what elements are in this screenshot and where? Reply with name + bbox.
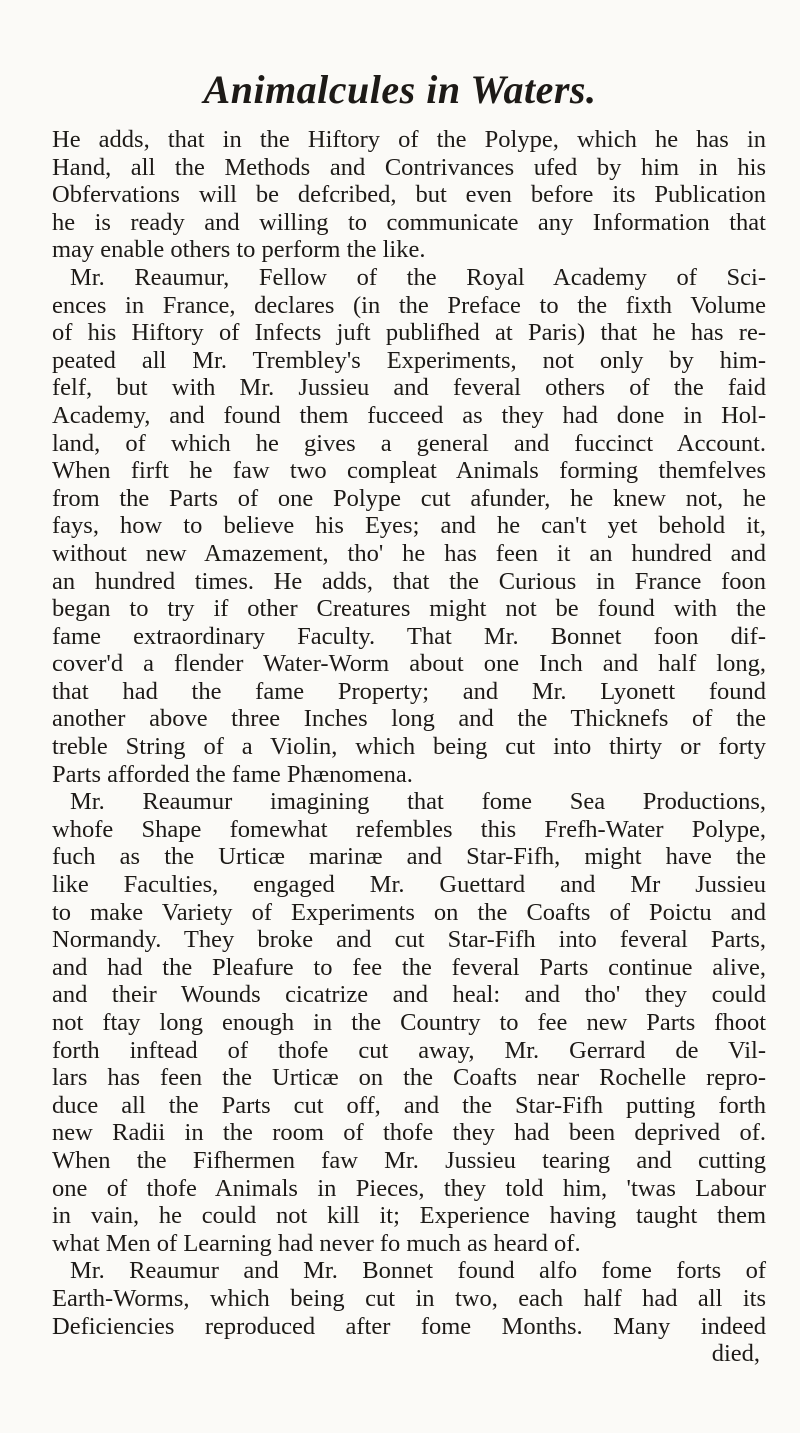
- text-line: may enable others to perform the like.: [52, 236, 426, 264]
- text-line: Earth-Worms, which being cut in two, each half had all its: [52, 1284, 766, 1312]
- text-line: without new Amazement, tho' he has feen it an hundred and: [52, 539, 766, 567]
- text-line: fays, how to believe his Eyes; and he can't yet behold it,: [52, 512, 766, 540]
- text-line: another above three Inches long and the Thicknefs of the: [52, 705, 766, 733]
- text-line: fame extraordinary Faculty. That Mr. Bonnet foon dif-: [52, 622, 766, 650]
- text-line: He adds, that in the Hiftory of the Polype, which he has in: [52, 126, 766, 153]
- text-line: he is ready and willing to communicate any Information that: [52, 208, 766, 236]
- text-line: Deficiencies reproduced after fome Months. Many indeed: [52, 1312, 766, 1340]
- text-line: Obfervations will be defcribed, but even before its Publication: [52, 181, 766, 209]
- text-line: Mr. Reaumur and Mr. Bonnet found alfo fome forts of: [70, 1257, 766, 1285]
- text-line: what Men of Learning had never fo much as heard of.: [52, 1229, 581, 1257]
- text-line: new Radii in the room of thofe they had been deprived of.: [52, 1119, 766, 1147]
- text-line: Mr. Reaumur, Fellow of the Royal Academy of Sci-: [70, 263, 766, 291]
- text-line: treble String of a Violin, which being cut into thirty or forty: [52, 733, 766, 761]
- text-line: duce all the Parts cut off, and the Star-Fifh putting forth: [52, 1091, 766, 1119]
- text-line: and their Wounds cicatrize and heal: and tho' they could: [52, 981, 766, 1009]
- running-header: Animalcules in Waters.: [203, 67, 597, 112]
- text-line: When firft he faw two compleat Animals forming themfelves: [52, 457, 766, 485]
- text-line: fuch as the Urticæ marinæ and Star-Fifh, might have the: [52, 843, 766, 871]
- catchword: died,: [711, 1340, 760, 1368]
- text-line: not ftay long enough in the Country to fee new Parts fhoot: [52, 1009, 766, 1036]
- text-line: land, of which he gives a general and fuccinct Account.: [52, 429, 766, 457]
- text-line: When the Fifhermen faw Mr. Jussieu tearing and cutting: [52, 1146, 766, 1174]
- text-line: lars has feen the Urticæ on the Coafts near Rochelle repro-: [52, 1064, 766, 1092]
- text-line: Normandy. They broke and cut Star-Fifh into feveral Parts,: [52, 926, 766, 954]
- text-line: whofe Shape fomewhat refembles this Frefh-Water Polype,: [52, 815, 766, 843]
- text-line: and had the Pleafure to fee the feveral Parts continue alive,: [52, 953, 766, 981]
- text-line: one of thofe Animals in Pieces, they told him, 'twas Labour: [52, 1174, 766, 1202]
- body-text: [52, 126, 766, 1368]
- text-line: Academy, and found them fucceed as they had done in Hol-: [52, 401, 766, 429]
- text-line: felf, but with Mr. Jussieu and feveral others of the faid: [52, 374, 766, 402]
- text-line: ences in France, declares (in the Preface to the fixth Volume: [52, 291, 766, 319]
- text-line: peated all Mr. Trembley's Experiments, not only by him-: [52, 346, 766, 374]
- text-line: an hundred times. He adds, that the Curious in France foon: [52, 567, 766, 595]
- text-line: cover'd a flender Water-Worm about one Inch and half long,: [52, 650, 766, 678]
- text-line: like Faculties, engaged Mr. Guettard and Mr Jussieu: [52, 871, 766, 899]
- text-line: in vain, he could not kill it; Experience having taught them: [52, 1202, 766, 1230]
- text-line: Parts afforded the fame Phænomena.: [52, 760, 413, 788]
- text-line: of his Hiftory of Infects juft publifhed at Paris) that he has re-: [52, 319, 766, 347]
- text-line: from the Parts of one Polype cut afunder, he knew not, he: [52, 484, 766, 512]
- text-line: began to try if other Creatures might not be found with the: [52, 595, 766, 623]
- text-line: forth inftead of thofe cut away, Mr. Gerrard de Vil-: [52, 1036, 766, 1064]
- text-line: Mr. Reaumur imagining that fome Sea Productions,: [70, 788, 766, 816]
- text-line: to make Variety of Experiments on the Coafts of Poictu and: [52, 898, 766, 926]
- text-line: Hand, all the Methods and Contrivances ufed by him in his: [52, 153, 766, 181]
- text-line: that had the fame Property; and Mr. Lyonett found: [52, 677, 766, 705]
